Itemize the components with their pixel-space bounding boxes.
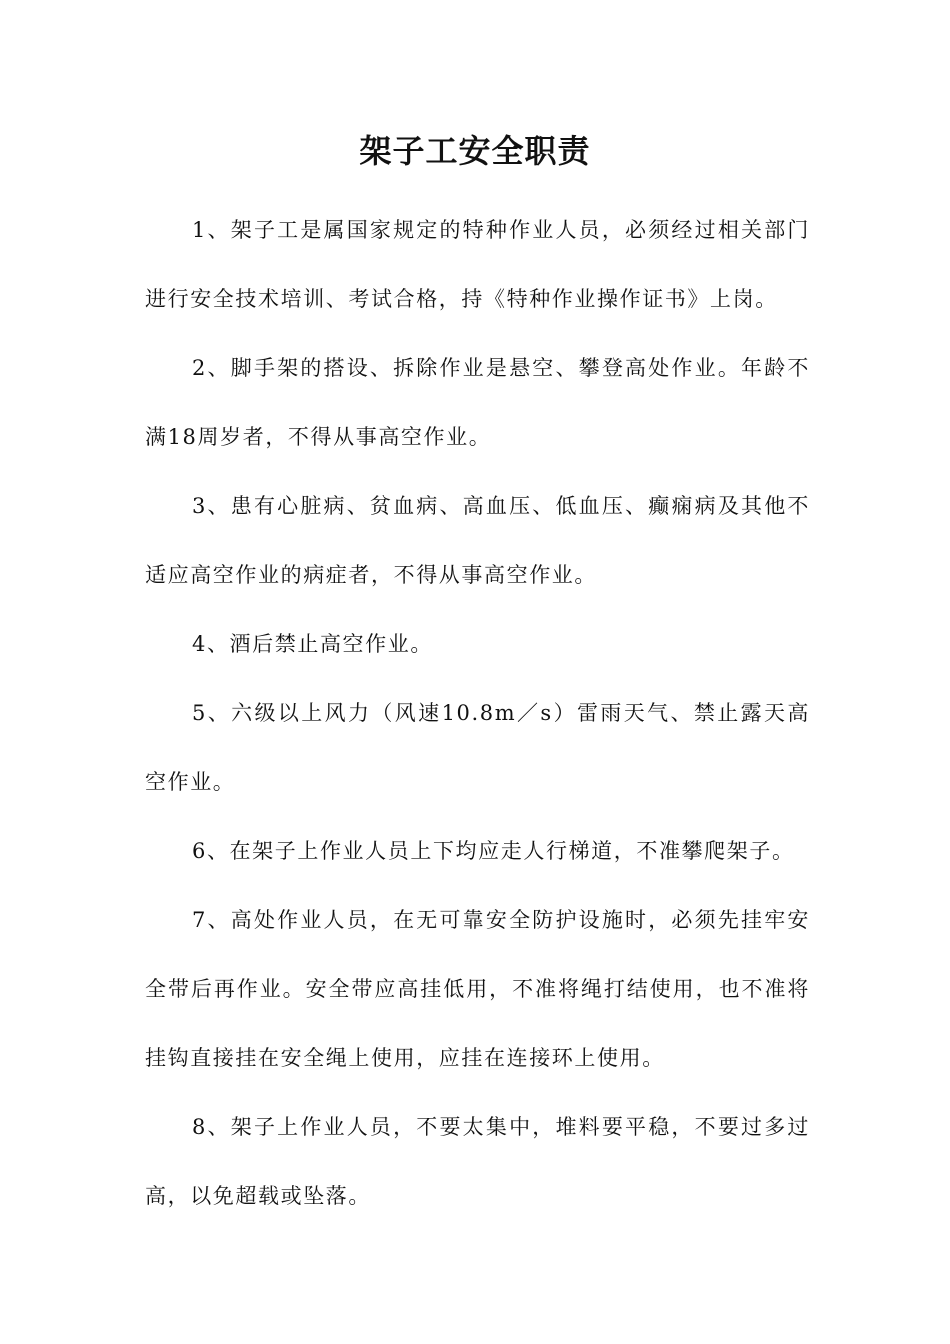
paragraph-4: 4、酒后禁止高空作业。 <box>192 632 433 656</box>
paragraph-8: 8、架子上作业人员，不要太集中，堆料要平稳，不要过多过高，以免超载或坠落。 <box>145 1115 810 1208</box>
paragraph-5: 5、六级以上风力（风速10.8m／s）雷雨天气、禁止露天高空作业。 <box>145 701 810 794</box>
document-title: 架子工安全职责 <box>359 132 591 170</box>
paragraph-7: 7、高处作业人员，在无可靠安全防护设施时，必须先挂牢安全带后再作业。安全带应高挂低用，不准将绳打结使用，也不准将挂钩直接挂在安全绳上使用，应挂在连接环上使用。 <box>145 908 810 1070</box>
document-body <box>145 196 810 1231</box>
paragraph-6: 6、在架子上作业人员上下均应走人行梯道，不准攀爬架子。 <box>192 839 795 863</box>
paragraph-1: 1、架子工是属国家规定的特种作业人员，必须经过相关部门进行安全技术培训、考试合格，持《特种作业操作证书》上岗。 <box>145 218 810 311</box>
paragraph-2: 2、脚手架的搭设、拆除作业是悬空、攀登高处作业。年龄不满18周岁者，不得从事高空作业。 <box>145 356 810 449</box>
paragraph-3: 3、患有心脏病、贫血病、高血压、低血压、癫痫病及其他不适应高空作业的病症者，不得从事高空作业。 <box>145 494 810 587</box>
